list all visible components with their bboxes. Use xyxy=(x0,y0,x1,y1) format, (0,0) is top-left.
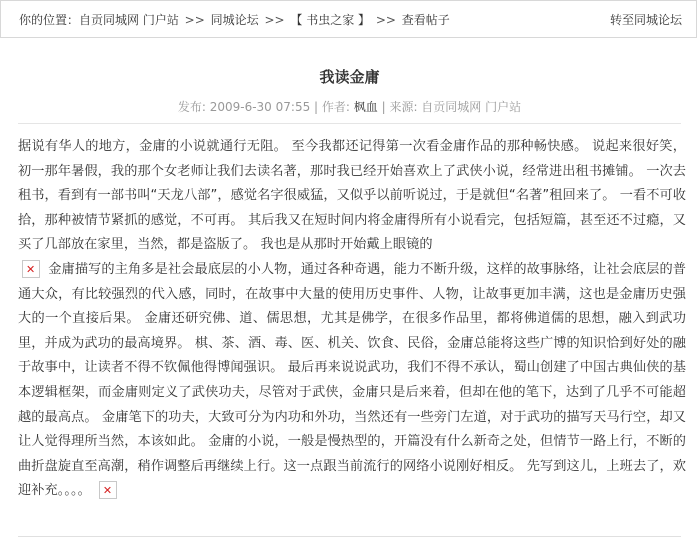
breadcrumb-view-post-link[interactable]: 查看帖子 xyxy=(401,13,450,27)
post-paragraph-1: 据说有华人的地方，金庸的小说就通行无阻。 至今我都还记得第一次看金庸作品的那种畅快感。 说起来很好笑，初一那年暑假，我的那个女老师让我们去读名著，那时我已经开始喜欢上了武侠小说，经常进出租书摊铺。 一次去租书，看到有一部书叫“天龙八部”，感觉名字很威猛，又似乎以前听说过，于是就但“名著”租回来了。 一看不可收拾，那种被情节紧抓的感觉，不可再。 其后我又在短时间内将金庸得所有小说看完，包括短篇，甚至还不过瘾，又买了几部放在家里，当然，都是盗版了。 我也是从那时开始戴上眼镜的 xyxy=(18,139,686,253)
breadcrumb-separator: >> xyxy=(184,13,205,27)
post-title: 我读金庸 xyxy=(319,68,380,86)
post-content xyxy=(18,135,686,504)
post-meta xyxy=(0,98,699,115)
post-paragraph-2: 金庸描写的主角多是社会最底层的小人物，通过各种奇遇，能力不断升级，这样的故事脉络，让社会底层的普通大众，有比较强烈的代入感，同时，在故事中大量的使用历史事件、人物，让故事更加丰满，这也是金庸历史强大的一个直接后果。 金庸还研究佛、道、儒思想，尤其是佛学，在很多作品里，都将佛道儒的思想，融入到武功里，并成为武功的最高境界。 棋、茶、酒、毒、医、机关、饮食、民俗，金庸总能将这些广博的知识恰到好处的融于故事中，让读者不得不钦佩他得博闻强识。 最后再来说说武功，我们不得不承认，蜀山创建了中国古典仙侠的基本逻辑框架，而金庸则定义了武侠功夫，尽管对于武侠，金庸只是后来着，但却在他的笔下，达到了几乎不可能超越的最高点。 金庸笔下的功夫，大致可分为内功和外功，当然还有一些旁门左道，对于武功的描写天马行空，却又让人觉得理所当然，本该如此。 金庸的小说，一般是慢热型的，开篇没有什么新奇之处，但情节一路上行，不断的曲折盘旋直至高潮，稍作调整后再继续上行。这一点跟当前流行的网络小说刚好相反。 先写到这儿，上班去了，欢迎补充。。。。 xyxy=(18,261,686,499)
breadcrumb-board-link[interactable]: 【 书虫之家 】 xyxy=(290,13,371,27)
title-divider xyxy=(18,123,681,124)
bottom-divider xyxy=(18,536,681,537)
breadcrumb-prefix: 你的位置： xyxy=(19,13,80,27)
post-meta-date: 发布: 2009-6-30 07:55 | 作者: xyxy=(177,100,354,114)
broken-image-icon xyxy=(99,481,117,499)
post-meta-source: | 来源: 自贡同城网 门户站 xyxy=(377,100,522,114)
breadcrumb xyxy=(19,1,450,39)
breadcrumb-separator: >> xyxy=(375,13,396,27)
switch-to-forum-link[interactable]: 转至同城论坛 xyxy=(609,13,682,27)
top-navigation-bar xyxy=(0,0,697,38)
breadcrumb-forum-link[interactable]: 同城论坛 xyxy=(210,13,259,27)
post-author-link[interactable]: 枫血 xyxy=(353,100,378,114)
breadcrumb-site-link[interactable]: 自贡同城网 门户站 xyxy=(79,13,179,27)
broken-image-icon xyxy=(22,260,40,278)
breadcrumb-separator: >> xyxy=(264,13,285,27)
